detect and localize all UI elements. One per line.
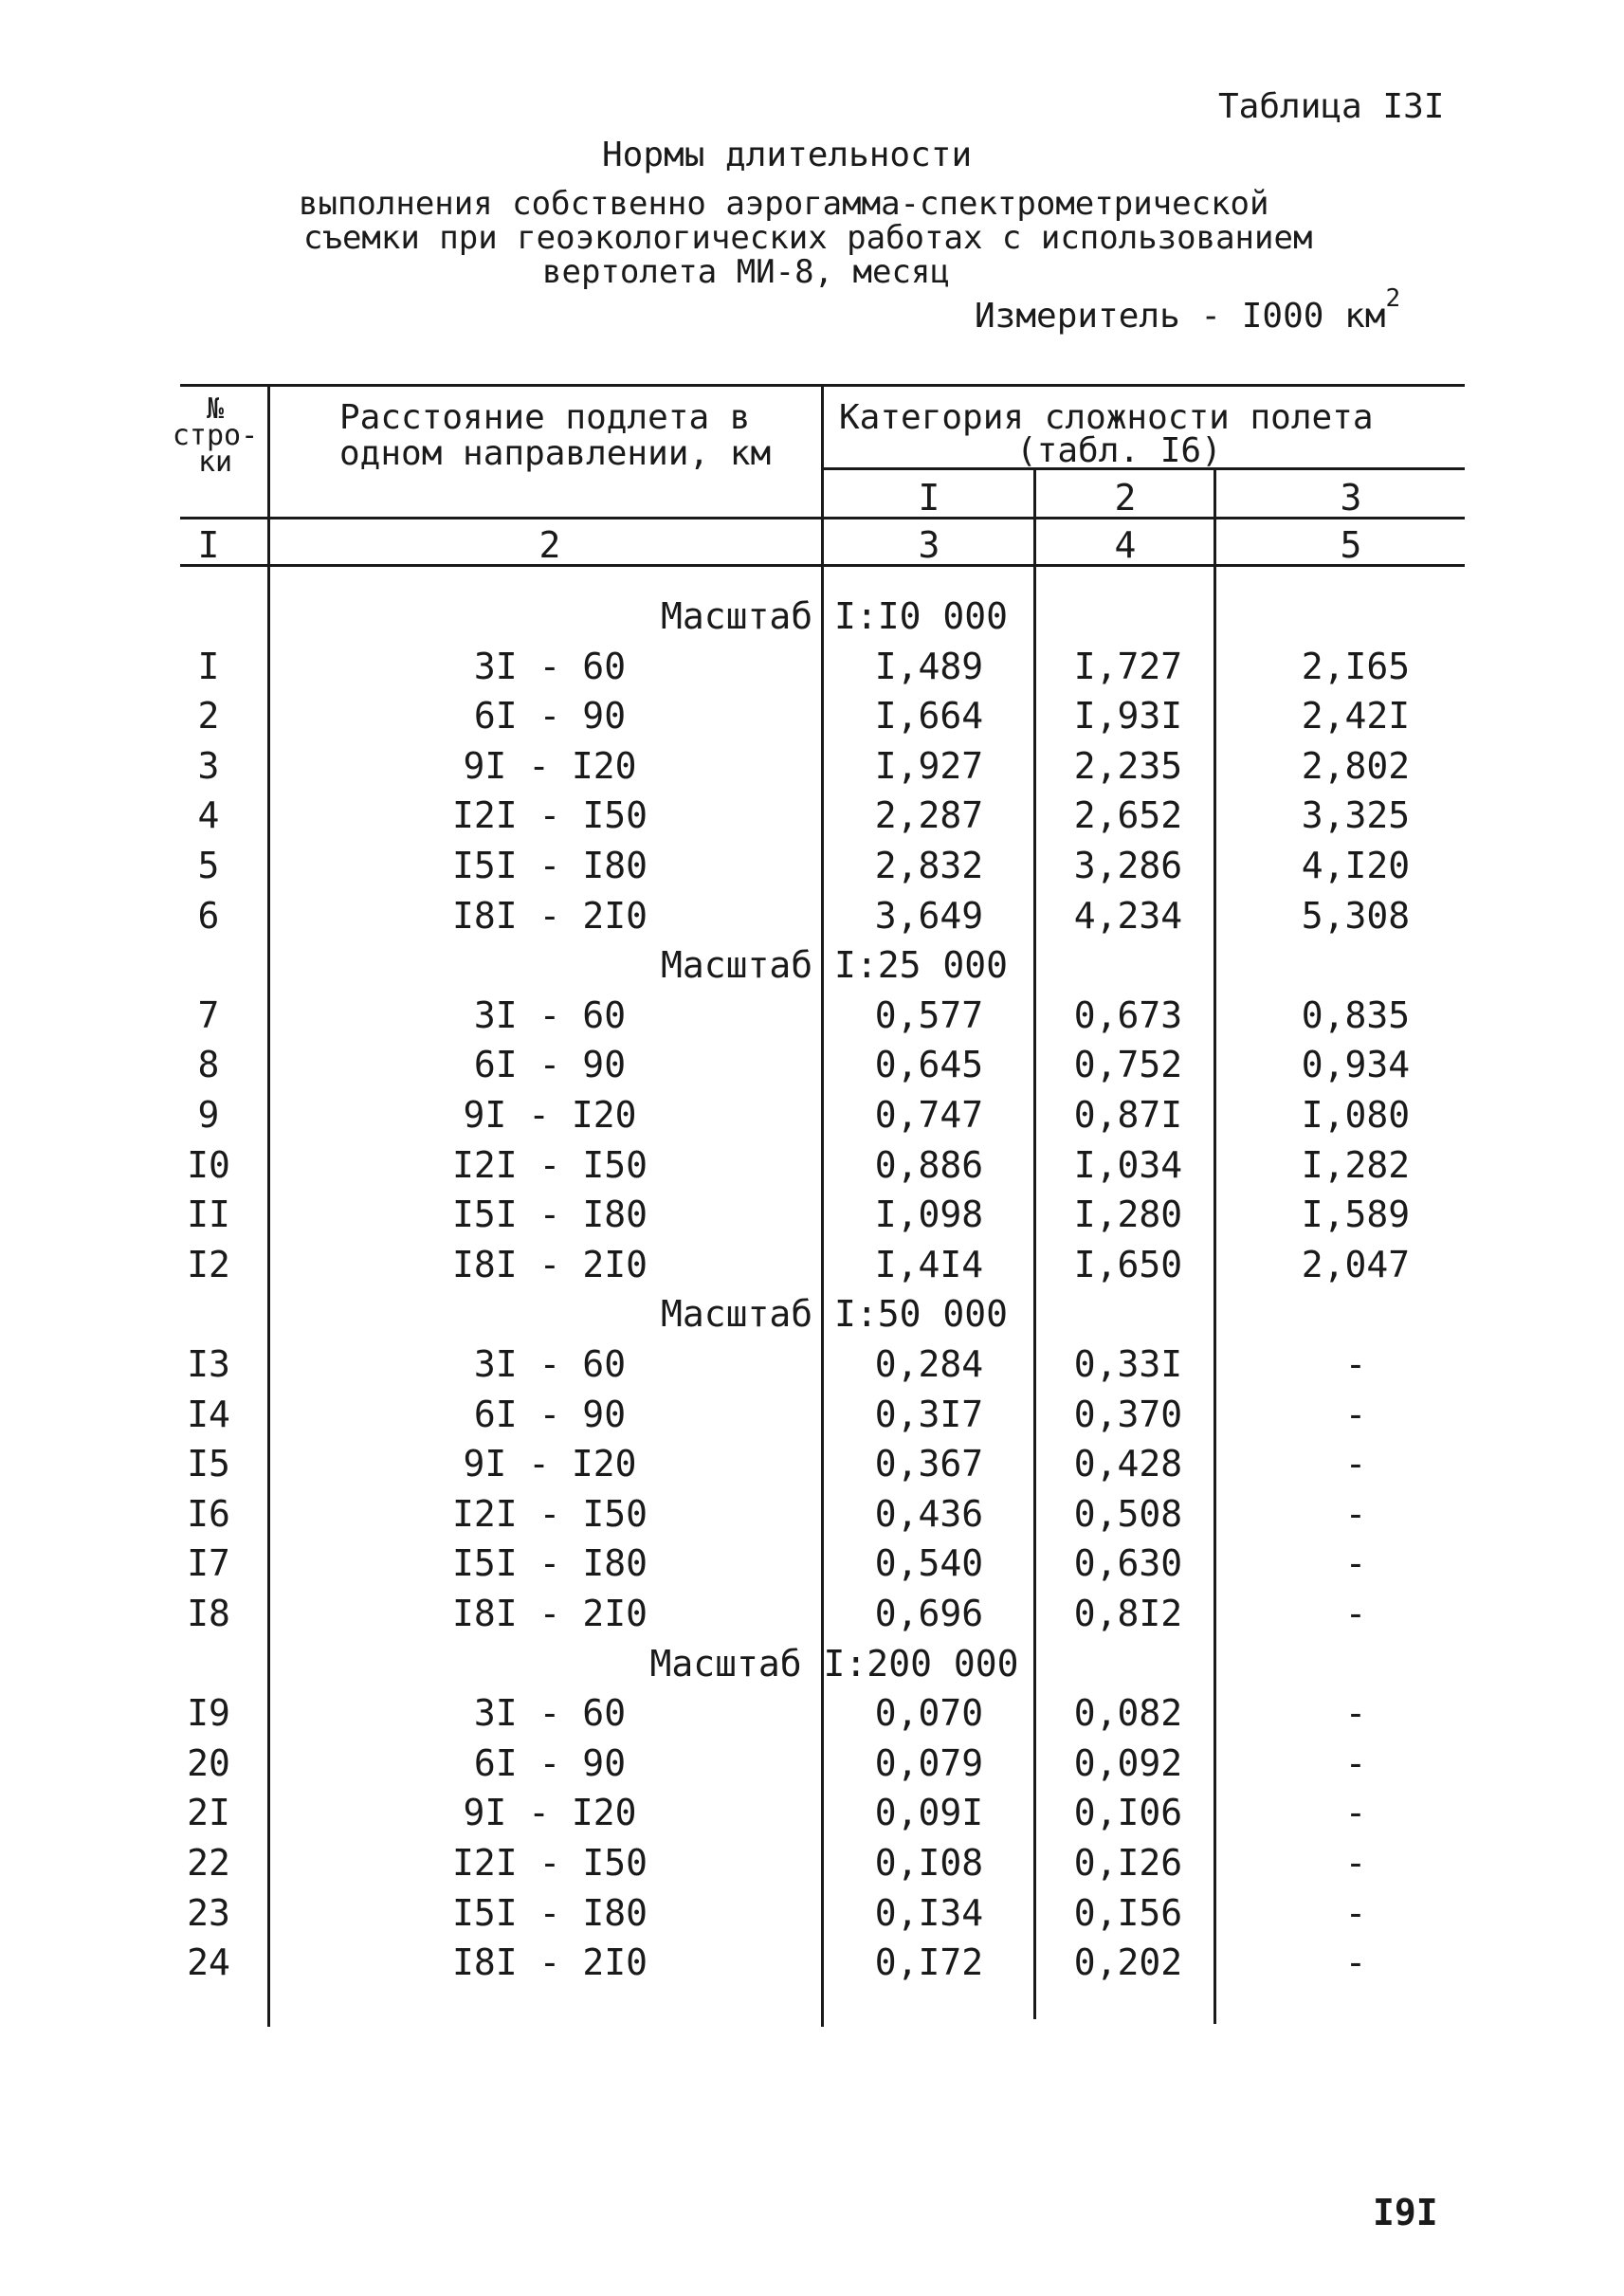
category-3-value: - bbox=[1344, 1393, 1367, 1435]
distance-cell: 6I - 90 bbox=[473, 695, 627, 738]
category-3-value: I,589 bbox=[1301, 1194, 1411, 1236]
category-3-value: - bbox=[1344, 1692, 1367, 1735]
row-number-cell: 3 bbox=[197, 744, 220, 787]
row-number-cell: 2 bbox=[197, 695, 220, 738]
category-3-value: - bbox=[1344, 1842, 1367, 1884]
category-2-value: 0,I56 bbox=[1073, 1891, 1183, 1934]
category-2-value: 3,286 bbox=[1073, 845, 1183, 886]
row-number-cell: I7 bbox=[187, 1542, 230, 1585]
row-number-cell: 8 bbox=[197, 1044, 220, 1086]
title-line-3: съемки при геоэкологических работах с использованием bbox=[303, 219, 1313, 257]
col-divider-1 bbox=[267, 387, 270, 2027]
distance-cell: 6I - 90 bbox=[473, 1741, 627, 1784]
index-cell-1: I bbox=[197, 524, 220, 566]
category-3-header: 3 bbox=[1340, 477, 1362, 519]
category-3-value: 2,42I bbox=[1301, 695, 1411, 738]
category-1-value: 0,070 bbox=[874, 1692, 984, 1735]
category-1-value: I,664 bbox=[874, 695, 984, 738]
index-cell-2: 2 bbox=[538, 524, 561, 566]
category-2-value: 0,87I bbox=[1073, 1094, 1183, 1136]
distance-cell: 3I - 60 bbox=[473, 1692, 627, 1735]
category-1-header: I bbox=[918, 477, 940, 519]
distance-cell: I5I - I80 bbox=[452, 1542, 648, 1585]
row-number-cell: 4 bbox=[197, 794, 220, 837]
category-3-value: 2,047 bbox=[1301, 1243, 1411, 1285]
row-number-cell: 6 bbox=[197, 894, 220, 937]
category-3-value: - bbox=[1344, 1443, 1367, 1485]
row-number-cell: II bbox=[187, 1194, 230, 1236]
category-2-value: 0,752 bbox=[1073, 1044, 1183, 1086]
row-number-cell: I0 bbox=[187, 1143, 230, 1186]
category-1-value: 0,886 bbox=[874, 1143, 984, 1186]
category-3-value: 2,802 bbox=[1301, 744, 1411, 787]
category-3-value: - bbox=[1344, 1741, 1367, 1784]
row-number-header: № стро- ки bbox=[172, 392, 259, 479]
category-2-value: 0,I26 bbox=[1073, 1842, 1183, 1884]
index-cell-5: 5 bbox=[1340, 524, 1362, 566]
category-1-value: 0,747 bbox=[874, 1094, 984, 1136]
category-2-value: 0,I06 bbox=[1073, 1792, 1183, 1834]
row-number-cell: I9 bbox=[187, 1692, 230, 1735]
distance-cell: I5I - I80 bbox=[452, 845, 648, 886]
index-cell-3: 3 bbox=[918, 524, 940, 566]
category-2-value: 0,673 bbox=[1073, 993, 1183, 1036]
distance-cell: I5I - I80 bbox=[452, 1194, 648, 1236]
category-2-header: 2 bbox=[1114, 477, 1137, 519]
category-3-value: 0,934 bbox=[1301, 1044, 1411, 1086]
category-1-value: 3,649 bbox=[874, 894, 984, 937]
category-3-value: 2,I65 bbox=[1301, 645, 1411, 687]
distance-cell: I8I - 2I0 bbox=[452, 894, 648, 937]
category-1-value: I,489 bbox=[874, 645, 984, 687]
category-3-value: - bbox=[1344, 1492, 1367, 1535]
distance-cell: I8I - 2I0 bbox=[452, 1243, 648, 1285]
category-1-value: I,098 bbox=[874, 1194, 984, 1236]
category-2-value: 0,202 bbox=[1073, 1941, 1183, 1984]
category-2-value: 0,630 bbox=[1073, 1542, 1183, 1585]
row-number-cell: 23 bbox=[187, 1891, 230, 1934]
row-number-cell: 20 bbox=[187, 1741, 230, 1784]
category-1-value: 0,436 bbox=[874, 1492, 984, 1535]
row-number-cell: I3 bbox=[187, 1343, 230, 1385]
row-number-cell: I6 bbox=[187, 1492, 230, 1535]
distance-cell: 9I - I20 bbox=[463, 1094, 637, 1136]
category-1-value: 0,577 bbox=[874, 993, 984, 1036]
category-2-value: 0,092 bbox=[1073, 1741, 1183, 1784]
row-number-cell: 7 bbox=[197, 993, 220, 1036]
unit-label bbox=[975, 284, 1401, 336]
category-1-value: 0,079 bbox=[874, 1741, 984, 1784]
category-1-value: I,927 bbox=[874, 744, 984, 787]
category-3-value: - bbox=[1344, 1792, 1367, 1834]
category-1-value: 0,284 bbox=[874, 1343, 984, 1385]
row-number-cell: 2I bbox=[187, 1792, 230, 1834]
category-1-value: 0,I34 bbox=[874, 1891, 984, 1934]
title-line-1: Нормы длительности bbox=[602, 136, 973, 174]
section-title: Масштаб I:200 000 bbox=[649, 1642, 1019, 1685]
row-number-cell: 5 bbox=[197, 845, 220, 886]
section-title: Масштаб I:50 000 bbox=[660, 1293, 1009, 1336]
category-2-value: 0,33I bbox=[1073, 1343, 1183, 1385]
category-2-value: I,280 bbox=[1073, 1194, 1183, 1236]
distance-cell: 3I - 60 bbox=[473, 645, 627, 687]
row-number-cell: I2 bbox=[187, 1243, 230, 1285]
category-1-value: 0,I08 bbox=[874, 1842, 984, 1884]
section-title: Масштаб I:I0 000 bbox=[660, 595, 1009, 637]
distance-cell: 9I - I20 bbox=[463, 1443, 637, 1485]
row-number-cell: I5 bbox=[187, 1443, 230, 1485]
category-1-value: 0,696 bbox=[874, 1593, 984, 1634]
distance-cell: 9I - I20 bbox=[463, 1792, 637, 1834]
category-2-value: I,034 bbox=[1073, 1143, 1183, 1186]
distance-cell: I2I - I50 bbox=[452, 794, 648, 837]
row-number-cell: 24 bbox=[187, 1941, 230, 1984]
distance-header-line-2: одном направлении, км bbox=[339, 434, 772, 473]
category-3-value: - bbox=[1344, 1343, 1367, 1385]
category-3-value: I,080 bbox=[1301, 1094, 1411, 1136]
distance-cell: 3I - 60 bbox=[473, 1343, 627, 1385]
category-3-value: 4,I20 bbox=[1301, 845, 1411, 886]
row-number-cell: I bbox=[197, 645, 220, 687]
unit-prefix: Измеритель - I000 км bbox=[975, 297, 1386, 336]
category-1-value: 0,3I7 bbox=[874, 1393, 984, 1435]
category-2-value: I,93I bbox=[1073, 695, 1183, 738]
category-1-value: 0,I72 bbox=[874, 1941, 984, 1984]
category-2-value: I,727 bbox=[1073, 645, 1183, 687]
category-2-value: 2,652 bbox=[1073, 794, 1183, 837]
table-label: Таблица I3I bbox=[1218, 87, 1445, 126]
category-header-line-1: Категория сложности полета bbox=[839, 398, 1374, 437]
category-3-value: - bbox=[1344, 1542, 1367, 1585]
distance-cell: I2I - I50 bbox=[452, 1842, 648, 1884]
row-number-cell: 22 bbox=[187, 1842, 230, 1884]
category-2-value: 0,370 bbox=[1073, 1393, 1183, 1435]
row-number-cell: 9 bbox=[197, 1094, 220, 1136]
category-3-value: - bbox=[1344, 1593, 1367, 1634]
category-2-value: 0,082 bbox=[1073, 1692, 1183, 1735]
category-1-value: 0,645 bbox=[874, 1044, 984, 1086]
distance-cell: I5I - I80 bbox=[452, 1891, 648, 1934]
distance-cell: I8I - 2I0 bbox=[452, 1593, 648, 1634]
category-3-value: - bbox=[1344, 1941, 1367, 1984]
distance-cell: 6I - 90 bbox=[473, 1044, 627, 1086]
category-1-value: 2,287 bbox=[874, 794, 984, 837]
distance-cell: 3I - 60 bbox=[473, 993, 627, 1036]
category-1-value: 0,367 bbox=[874, 1443, 984, 1485]
category-3-value: I,282 bbox=[1301, 1143, 1411, 1186]
section-title: Масштаб I:25 000 bbox=[660, 944, 1009, 987]
category-2-value: 2,235 bbox=[1073, 744, 1183, 787]
distance-cell: 9I - I20 bbox=[463, 744, 637, 787]
distance-header-line-1: Расстояние подлета в bbox=[339, 398, 751, 437]
category-1-value: 0,09I bbox=[874, 1792, 984, 1834]
category-1-value: I,4I4 bbox=[874, 1243, 984, 1285]
row-number-cell: I4 bbox=[187, 1393, 230, 1435]
category-1-value: 0,540 bbox=[874, 1542, 984, 1585]
category-2-value: 0,428 bbox=[1073, 1443, 1183, 1485]
category-2-value: 0,8I2 bbox=[1073, 1593, 1183, 1634]
distance-cell: 6I - 90 bbox=[473, 1393, 627, 1435]
category-3-value: 5,308 bbox=[1301, 894, 1411, 937]
distance-cell: I8I - 2I0 bbox=[452, 1941, 648, 1984]
index-cell-4: 4 bbox=[1114, 524, 1137, 566]
title-line-4: вертолета МИ-8, месяц bbox=[542, 253, 950, 291]
category-3-value: 3,325 bbox=[1301, 794, 1411, 837]
row-number-cell: I8 bbox=[187, 1593, 230, 1634]
category-3-value: 0,835 bbox=[1301, 993, 1411, 1036]
category-1-value: 2,832 bbox=[874, 845, 984, 886]
category-2-value: 4,234 bbox=[1073, 894, 1183, 937]
category-header-line-2: (табл. I6) bbox=[1016, 431, 1222, 470]
category-2-value: I,650 bbox=[1073, 1243, 1183, 1285]
page-number: I9I bbox=[1373, 2192, 1438, 2233]
category-2-value: 0,508 bbox=[1073, 1492, 1183, 1535]
unit-superscript: 2 bbox=[1385, 284, 1401, 313]
title-line-2: выполнения собственно аэрогамма-спектрометрической bbox=[299, 185, 1269, 223]
distance-cell: I2I - I50 bbox=[452, 1492, 648, 1535]
category-3-value: - bbox=[1344, 1891, 1367, 1934]
distance-cell: I2I - I50 bbox=[452, 1143, 648, 1186]
